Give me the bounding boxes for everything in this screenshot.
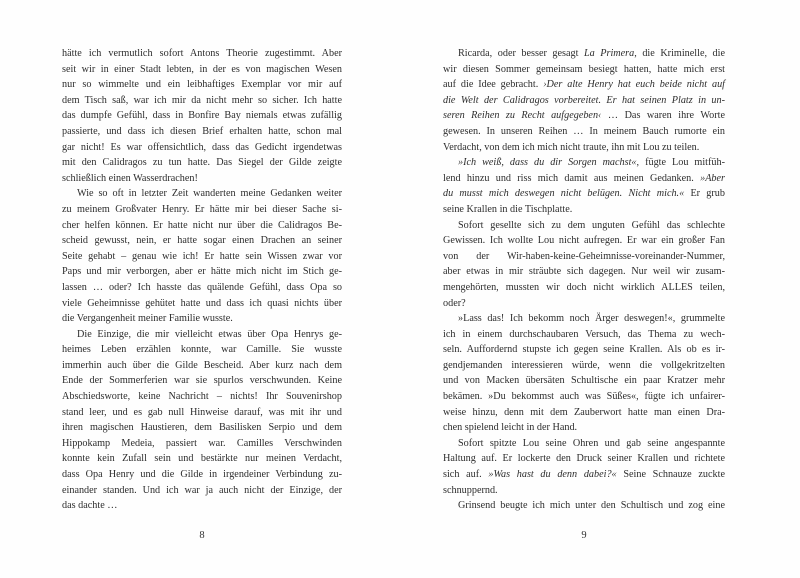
text-line: dem Tisch saß, war ich mir da nicht mehr so sicher. Ich hatte [62,94,342,106]
text-line: passierte, und dass ich diesen Brief erhalten hatte, schon mal [62,125,342,137]
text-line: hätte ich vermutlich sofort Antons Theorie zugestimmt. Aber [62,48,342,59]
page-number-left: 8 [199,530,205,541]
left-page-text [62,46,342,514]
text-line: wir diesen Sommer gemeinsam besiegt hatten, hatte mich erst [443,63,725,75]
text-line: viele Geheimnisse gehütet hatte und dass ich quasi nichts über [62,297,342,309]
text-line: sich auf. »Was hast du denn dabei?« Seine Schnauze zuckte [443,469,725,481]
text-line: seln. Auffordernd stupste ich gegen seine Krallen. Als ob es ir- [443,344,725,356]
text-line: Wie so oft in letzter Zeit wanderten meine Gedanken weiter [77,188,342,200]
text-line: auf die Idee gebracht. ›Der alte Henry hat euch beide nicht auf [443,79,725,91]
text-line: cher helfen können. Er hatte nicht nur über die Calidragos Be- [62,219,342,231]
text-line: Sofort spitzte Lou seine Ohren und gab seine angespannte [458,437,725,449]
text-line: weise hinzu, denn mit dem Zauberwort hatte man einen Dra- [443,406,725,418]
text-line: Paps und mir verborgen, aber er hätte mich nicht im Stich ge- [62,266,342,278]
text-line: Gewissen. Ich wollte Lou nicht aufregen. Er war ein großer Fan [443,235,725,247]
right-page-text [443,46,725,514]
text-line: Grinsend beugte ich mich unter den Schultisch und zog eine [458,500,725,512]
text-line: stand leer, und es gab null Hinweise darauf, was mit ihr und [62,406,342,418]
text-line: und von Macken übersäten Schultische ein paar Kratzer mehr [443,375,725,387]
text-line: Seite gehabt – genau wie ich! Er hatte sein Wissen zwar vor [62,250,342,262]
text-line: schließlich einen Wasserdrachen! [62,172,198,184]
text-line: das dumpfe Gefühl, dass in Bonfire Bay niemals etwas zufällig [62,110,342,122]
text-line: lend hinzu und riss mich damit aus meinen Gedanken. »Aber [443,172,725,184]
text-line: »Ich weiß, dass du dir Sorgen machst«, fügte Lou mitfüh- [458,157,725,169]
text-line: du musst mich deswegen nicht belügen. Nicht mich.« Er grub [443,188,725,200]
text-line: mit den Calidragos zu tun hatte. Das Siegel der Gilde zeigte [62,157,342,169]
text-line: heimes Leben erzählen konnte, war Camille. Sie wusste [62,344,342,356]
text-line: lassen … oder? Ich hasste das quälende Gefühl, dass Opa so [62,281,342,293]
text-line: oder? [443,297,466,309]
page-number-right: 9 [581,530,587,541]
text-line: scheid gewusst, nein, er hatte sogar einen Drachen an seiner [62,235,342,247]
text-line: bekämen. »Du bekommst auch was Süßes«, fügte ich unfairer- [443,391,725,403]
text-line: Hippokamp Medeia, passiert war. Camilles Verschwinden [62,437,342,449]
text-line: ihren magischen Haustieren, dem Basilisken Serpio und dem [62,422,342,434]
text-line: Abschiedsworte, keine Nachricht – nichts! Ihr Souvenirshop [62,391,342,403]
text-line: Ricarda, oder besser gesagt La Primera, die Kriminelle, die [458,48,725,59]
text-line: von der Wir-haben-keine-Geheimnisse-voreinander-Nummer, [443,250,725,262]
text-line: »Lass das! Ich bekomm noch Ärger deswegen!«, grummelte [458,313,725,325]
text-line: gewesen. In unseren Reihen … In meinem Bauch rumorte ein [443,125,725,137]
text-line: gendjemanden interessieren würde, wenn die vollgekritzelten [443,359,725,371]
text-line: Verdacht, von dem ich mich nicht traute, ihn mit Lou zu teilen. [443,141,700,153]
text-line: seren Reihen zu Recht aufgegeben‹ … Das waren ihre Worte [443,110,725,122]
text-line: ich in einem durchschaubaren Versuch, das Thema zu wech- [443,328,725,340]
text-line: das dachte … [62,500,118,512]
text-line: die Welt der Calidragos vorbereitet. Er hat seinen Platz in un- [443,94,725,106]
text-line: zu meinem Großvater Henry. Er hätte mir bei dieser Sache si- [62,203,342,215]
text-line: nur so wimmelte und ein leibhaftiges Exemplar vor mir auf [62,79,342,91]
text-line: konnte kein Zufall sein und bestärkte nur meinen Verdacht, [62,453,342,465]
text-line: seine Krallen in die Tischplatte. [443,203,573,215]
text-line: gar nicht! Es war offensichtlich, dass das Gedicht irgendetwas [62,141,342,153]
text-line: Sofort gesellte sich zu dem unguten Gefühl das schlechte [458,219,725,231]
text-line: Die Einzige, die mir vielleicht etwas über Opa Henrys ge- [77,328,342,340]
text-line: Haltung auf. Er lockerte den Druck seiner Krallen und richtete [443,453,725,465]
text-line: seit wir in einer Stadt lebten, in der es von magischen Wesen [62,63,342,75]
text-line: schnuppernd. [443,484,498,496]
text-line: aber etwas in mir sträubte sich dagegen. Nur weil wir zusam- [443,266,725,278]
text-line: chen spielend leicht in der Hand. [443,422,578,434]
text-line: mengehörten, mussten wir doch nicht wirklich ALLES teilen, [443,281,725,293]
text-line: dass Opa Henry und die Gilde in irgendeiner Verbindung zu- [62,469,342,481]
text-line: Ende der Sommerferien war sie spurlos verschwunden. Keine [62,375,342,387]
text-line: einander standen. Und ich war ja auch nicht der Einzige, der [62,484,342,496]
text-line: die Vergangenheit meiner Familie wusste. [62,313,233,325]
text-line: immerhin auch über die Gilde Bescheid. Aber kurz nach dem [62,359,342,371]
